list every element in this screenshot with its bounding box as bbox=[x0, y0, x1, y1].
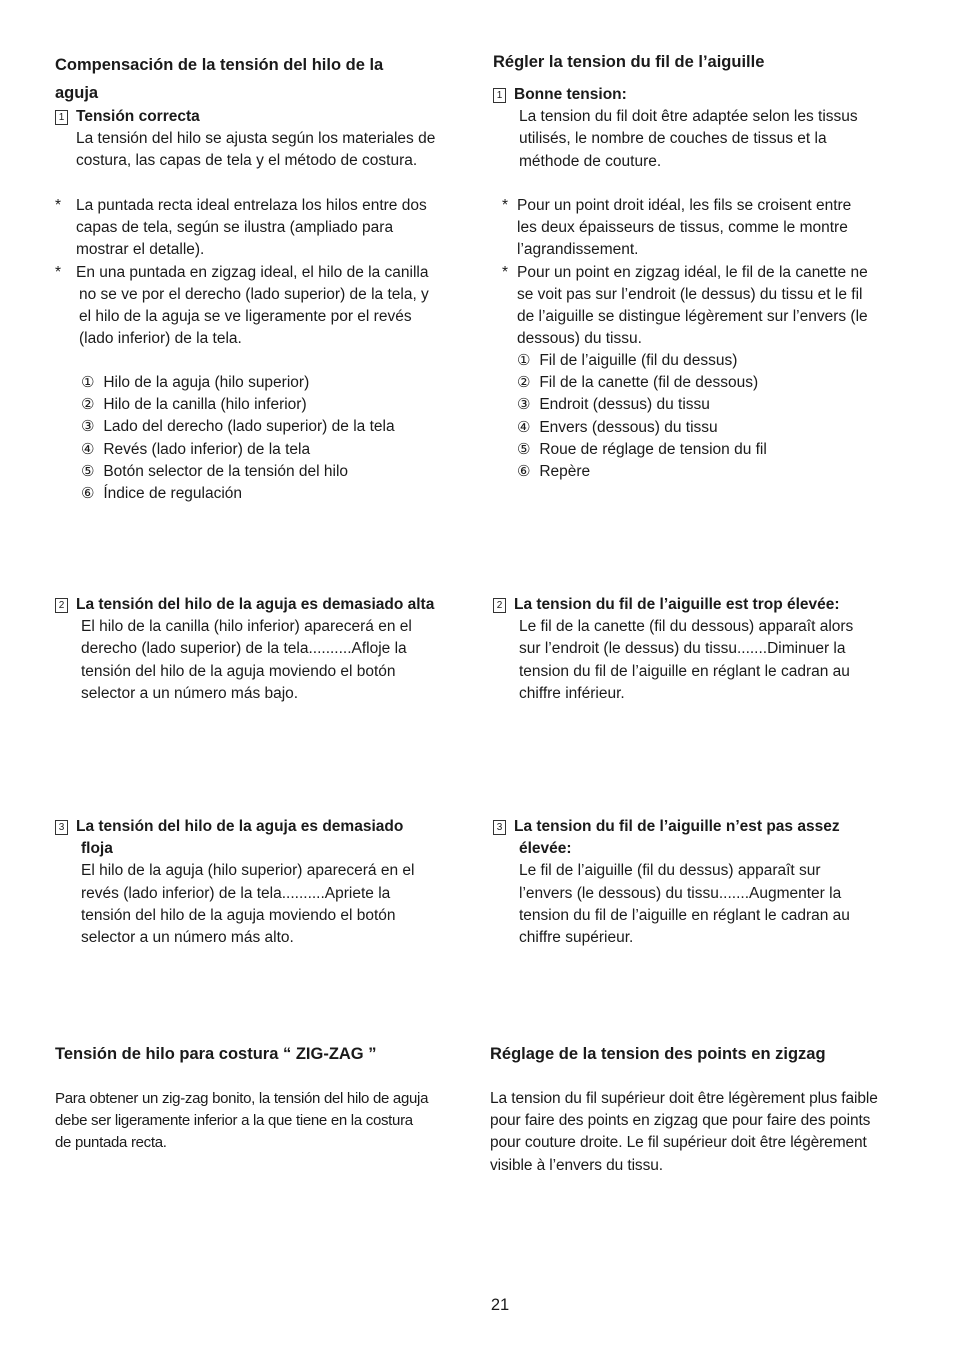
es-s2-heading-text: La tensión del hilo de la aguja es demasiado alta bbox=[76, 596, 435, 613]
circled-number: ⑥ bbox=[81, 485, 95, 503]
asterisk-bullet: * bbox=[502, 197, 509, 214]
circled-number: ④ bbox=[517, 418, 531, 436]
fr-s3-line: chiffre supérieur. bbox=[519, 929, 634, 947]
legend-text: Fil de l’aiguille (fil du dessus) bbox=[539, 352, 738, 369]
es-s1-line: La tensión del hilo se ajusta según los materiales de bbox=[76, 130, 436, 148]
es-note bbox=[55, 262, 475, 351]
es-s3-heading-line2: floja bbox=[81, 840, 113, 858]
es-s2-line: El hilo de la canilla (hilo inferior) aparecerá en el bbox=[81, 618, 412, 636]
es-legend-item bbox=[81, 461, 481, 483]
es-note-line: el hilo de la aguja se ve ligeramente por el revés bbox=[79, 308, 412, 326]
fr-note-line: Pour un point droit idéal, les fils se croisent entre bbox=[517, 197, 852, 214]
step-number-box: 1 bbox=[55, 110, 68, 125]
es-note-line: En una puntada en zigzag ideal, el hilo de la canilla bbox=[76, 263, 429, 281]
es-zigzag-line: debe ser ligeramente inferior a la que tiene en la costura bbox=[55, 1112, 413, 1130]
fr-s1-line: utilisés, le nombre de couches de tissus et la bbox=[519, 130, 827, 148]
fr-s2-line: chiffre inférieur. bbox=[519, 684, 625, 702]
es-note-line: (lado inferior) de la tela. bbox=[79, 330, 242, 348]
es-note-line: no se ve por el derecho (lado superior) de la tela, y bbox=[79, 285, 429, 303]
fr-legend-item bbox=[517, 417, 913, 439]
fr-s2-line: sur l’endroit (le dessus) du tissu.......Diminuer la bbox=[519, 640, 846, 658]
asterisk-bullet: * bbox=[55, 197, 62, 214]
fr-legend-item bbox=[517, 439, 913, 461]
fr-zigzag-line: La tension du fil supérieur doit être légèrement plus faible bbox=[490, 1090, 878, 1107]
legend-text: Roue de réglage de tension du fil bbox=[539, 440, 767, 458]
es-s3-line: selector a un número más alto. bbox=[81, 929, 294, 947]
es-zigzag-paragraph bbox=[55, 1088, 475, 1155]
circled-number: ④ bbox=[81, 440, 95, 458]
es-legend-item bbox=[81, 394, 481, 416]
fr-s1-heading bbox=[493, 84, 913, 106]
fr-note-line: les deux épaisseurs de tissus, comme le montre bbox=[517, 219, 848, 237]
page-number: 21 bbox=[490, 1296, 510, 1314]
fr-s3-heading-line2: élevée: bbox=[519, 840, 572, 858]
fr-s2-heading-text: La tension du fil de l’aiguille est trop élevée: bbox=[514, 596, 840, 613]
es-legend bbox=[81, 372, 481, 505]
es-s2-line: selector a un número más bajo. bbox=[81, 684, 299, 702]
legend-text: Fil de la canette (fil de dessous) bbox=[539, 374, 759, 392]
fr-s1-line: La tension du fil doit être adaptée selon les tissus bbox=[519, 108, 858, 126]
fr-note-line: Pour un point en zigzag idéal, le fil de la canette ne bbox=[517, 263, 868, 281]
legend-text: Botón selector de la tensión del hilo bbox=[103, 462, 349, 480]
fr-s3-line: tension du fil de l’aiguille en réglant le cadran au bbox=[519, 906, 850, 924]
fr-s2-line: tension du fil de l’aiguille en réglant le cadran au bbox=[519, 662, 850, 680]
es-correct-tension bbox=[55, 106, 475, 173]
es-zigzag-title: Tensión de hilo para costura “ ZIG-ZAG ” bbox=[55, 1045, 377, 1063]
legend-text: Hilo de la aguja (hilo superior) bbox=[103, 374, 310, 391]
step-number-box: 2 bbox=[493, 598, 506, 613]
fr-s3-heading bbox=[493, 816, 913, 838]
fr-section-title: Régler la tension du fil de l’aiguille bbox=[493, 53, 765, 71]
circled-number: ③ bbox=[517, 396, 531, 414]
fr-legend-item bbox=[517, 350, 913, 372]
fr-s1-heading-text: Bonne tension: bbox=[514, 86, 627, 103]
es-zigzag-line: de puntada recta. bbox=[55, 1134, 167, 1152]
circled-number: ⑥ bbox=[517, 463, 531, 481]
legend-text: Hilo de la canilla (hilo inferior) bbox=[103, 396, 307, 414]
es-s1-line: costura, las capas de tela y el método de costura. bbox=[76, 152, 418, 170]
circled-number: ① bbox=[517, 352, 531, 369]
legend-text: Endroit (dessus) du tissu bbox=[539, 396, 710, 414]
es-note-line: capas de tela, según se ilustra (ampliado para bbox=[76, 219, 394, 237]
fr-s3-line: l’envers (le dessous) du tissu.......Augmenter la bbox=[519, 884, 842, 902]
circled-number: ③ bbox=[81, 418, 95, 436]
es-tension-too-high bbox=[55, 594, 475, 705]
asterisk-bullet: * bbox=[55, 263, 62, 281]
fr-zigzag-title: Réglage de la tension des points en zigzag bbox=[490, 1045, 826, 1063]
circled-number: ② bbox=[517, 374, 531, 392]
fr-legend-item bbox=[517, 461, 913, 483]
fr-zigzag-line: visible à l’envers du tissu. bbox=[490, 1156, 663, 1174]
circled-number: ⑤ bbox=[81, 462, 95, 480]
step-number-box: 1 bbox=[493, 88, 506, 103]
es-s3-heading-text: La tensión del hilo de la aguja es demasiado bbox=[76, 818, 404, 835]
fr-correct-tension bbox=[493, 84, 913, 173]
asterisk-bullet: * bbox=[502, 263, 509, 281]
fr-zigzag-line: pour faire des points en zigzag que pour faire des points bbox=[490, 1112, 871, 1130]
es-s3-line: tensión del hilo de la aguja moviendo el botón bbox=[81, 906, 396, 924]
fr-tension-too-high bbox=[493, 594, 913, 705]
step-number-box: 3 bbox=[55, 820, 68, 835]
es-legend-item bbox=[81, 483, 481, 505]
fr-legend bbox=[517, 350, 913, 483]
es-legend-item bbox=[81, 372, 481, 394]
step-number-box: 2 bbox=[55, 598, 68, 613]
es-s2-heading bbox=[55, 594, 475, 616]
fr-note-line: se voit pas sur l’endroit (le dessus) du tissu et le fil bbox=[517, 285, 863, 303]
es-s3-line: El hilo de la aguja (hilo superior) aparecerá en el bbox=[81, 862, 415, 880]
fr-zigzag-line: pour couture droite. Le fil supérieur doit être légèrement bbox=[490, 1134, 867, 1152]
es-correct-tension-heading bbox=[55, 106, 475, 128]
circled-number: ⑤ bbox=[517, 440, 531, 458]
fr-note-line: dessous) du tissu. bbox=[517, 330, 642, 348]
fr-note-line: de l’aiguille se distingue légèrement sur l’envers (le bbox=[517, 308, 868, 326]
es-s3-line: revés (lado inferior) de la tela..........Apriete la bbox=[81, 884, 391, 902]
es-tension-too-loose bbox=[55, 816, 475, 949]
es-title-line2: aguja bbox=[55, 84, 99, 102]
es-notes bbox=[55, 195, 475, 350]
es-note bbox=[55, 195, 475, 262]
legend-text: Revés (lado inferior) de la tela bbox=[103, 440, 311, 458]
es-s3-heading bbox=[55, 816, 475, 838]
es-s1-heading-text: Tensión correcta bbox=[76, 108, 200, 125]
es-note-line: mostrar el detalle). bbox=[76, 241, 205, 259]
es-zigzag-line: Para obtener un zig-zag bonito, la tensión del hilo de aguja bbox=[55, 1090, 429, 1107]
fr-legend-item bbox=[517, 372, 913, 394]
legend-text: Envers (dessous) du tissu bbox=[539, 418, 718, 436]
fr-s2-heading bbox=[493, 594, 913, 616]
fr-s3-heading-text: La tension du fil de l’aiguille n’est pas assez bbox=[514, 818, 840, 835]
es-title-line1: Compensación de la tensión del hilo de la bbox=[55, 56, 384, 74]
fr-s3-line: Le fil de l’aiguille (fil du dessus) apparaît sur bbox=[519, 862, 821, 880]
es-section-title bbox=[55, 51, 475, 107]
legend-text: Repère bbox=[539, 463, 591, 481]
es-legend-item bbox=[81, 416, 481, 438]
legend-text: Lado del derecho (lado superior) de la tela bbox=[103, 418, 395, 436]
fr-tension-too-low bbox=[493, 816, 913, 949]
es-s2-line: tensión del hilo de la aguja moviendo el botón bbox=[81, 662, 396, 680]
fr-legend-item bbox=[517, 394, 913, 416]
fr-note bbox=[502, 195, 914, 262]
fr-note bbox=[502, 262, 914, 351]
fr-note-line: l’agrandissement. bbox=[517, 241, 639, 259]
fr-s1-line: méthode de couture. bbox=[519, 152, 662, 170]
fr-s2-line: Le fil de la canette (fil du dessous) apparaît alors bbox=[519, 618, 854, 636]
es-note-line: La puntada recta ideal entrelaza los hilos entre dos bbox=[76, 197, 427, 214]
step-number-box: 3 bbox=[493, 820, 506, 835]
fr-zigzag-paragraph bbox=[490, 1088, 930, 1177]
circled-number: ② bbox=[81, 396, 95, 414]
es-legend-item bbox=[81, 439, 481, 461]
legend-text: Índice de regulación bbox=[103, 485, 243, 503]
es-s2-line: derecho (lado superior) de la tela..........Afloje la bbox=[81, 640, 407, 658]
circled-number: ① bbox=[81, 374, 95, 391]
fr-notes bbox=[502, 195, 914, 350]
